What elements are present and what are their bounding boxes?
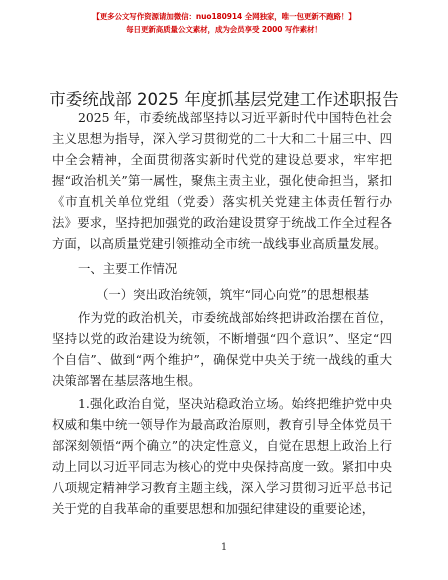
- promo-banner-line-1: 【更多公文写作资源请加微信：nuo180914 全网独家，唯一包更新不跑路！】: [92, 12, 356, 21]
- paragraph-political-organ: 作为党的政治机关，市委统战部始终把讲政治摆在首位，坚持以党的政治建设为统领，不断增强“四个意识”、坚定“四个自信”、做到“两个维护”，确保党中央关于统一战线的重大决策部署在基层落地生根。: [52, 310, 392, 388]
- document-title: 市委统战部 2025 年度抓基层党建工作述职报告: [49, 90, 399, 109]
- section-heading: 一、主要工作情况: [78, 261, 178, 276]
- paragraph-political-awareness: 1.强化政治自觉，坚决站稳政治立场。始终把维护党中央权威和集中统一领导作为最高政治原则，教育引导全体党员干部深刻领悟“两个确立”的决定性意义，自觉在思想上政治上行动上同以习近平同志为核心的党中央保持高度一致。紧扣中央八项规定精神学习教育主题主线，深入学习贯彻习近平总书记关于党的自我革命的重要思想和加强纪律建设的重要论述，: [52, 396, 392, 516]
- promo-banner-line-2: 每日更新高质量公文素材，成为会员享受 2000 写作素材！: [126, 25, 322, 34]
- paragraph-intro: 2025 年，市委统战部坚持以习近平新时代中国特色社会主义思想为指导，深入学习贯彻党的二十大和二十届三中、四中全会精神，全面贯彻落实新时代党的建设总要求，牢牢把握“政治机关”第一属性，聚焦主责主业，强化使命担当，紧扣《市直机关单位党组（党委）落实机关党建主体责任暂行办法》要求，坚持把加强党的政治建设贯穿于统战工作全过程各方面，以高质量党建引领推动全市统一战线事业高质量发展。: [52, 110, 392, 251]
- page-number: 1: [220, 542, 228, 553]
- subsection-heading: （一）突出政治统领，筑牢“同心向党”的思想根基: [96, 287, 369, 302]
